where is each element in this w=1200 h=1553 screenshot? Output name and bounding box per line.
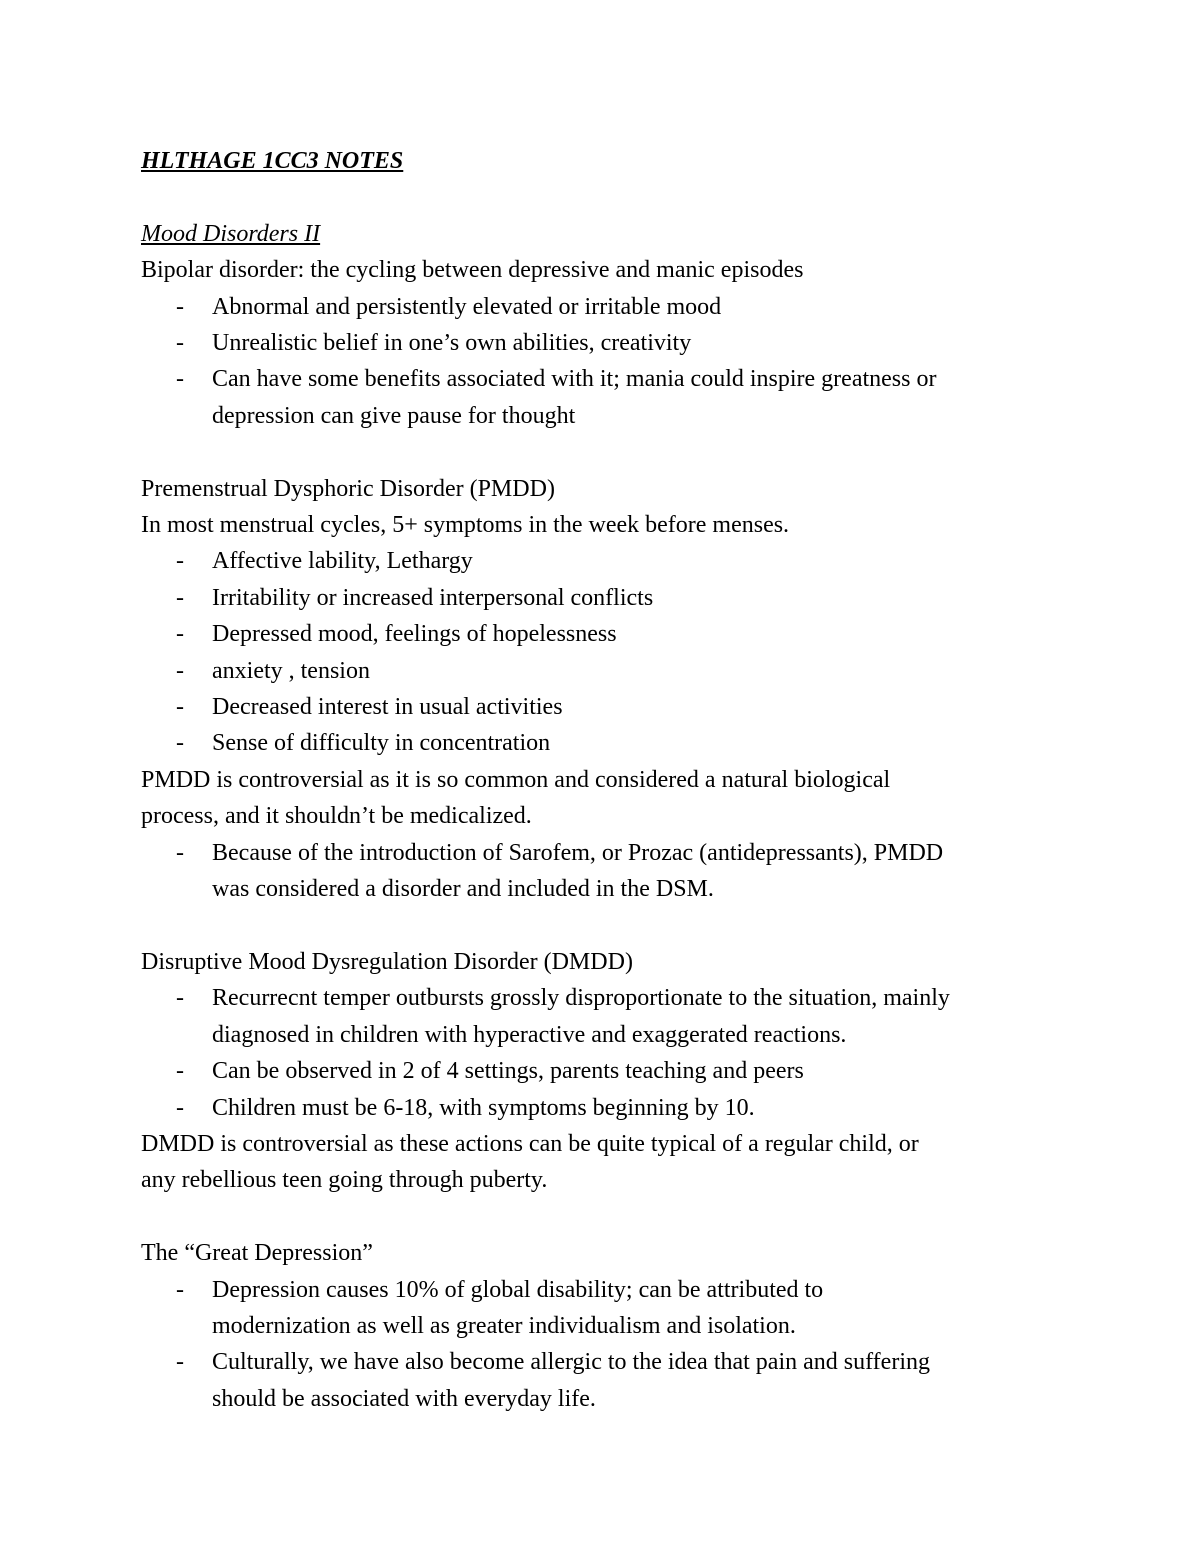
section-heading-pmdd: Premenstrual Dysphoric Disorder (PMDD)	[141, 475, 555, 502]
list-item-text: Depression causes 10% of global disability; can be attributed to	[212, 1276, 824, 1303]
list-item-text: Affective lability, Lethargy	[212, 548, 473, 575]
list-item	[141, 289, 1061, 325]
list-item	[141, 1272, 1061, 1308]
bullet-dash: -	[176, 1349, 184, 1376]
list-item	[141, 980, 1061, 1016]
list-item	[141, 580, 1061, 616]
paragraph-line: PMDD is controversial as it is so common and considered a natural biological	[141, 766, 891, 793]
list-item-continuation: was considered a disorder and included in the DSM.	[212, 876, 714, 903]
list-item	[141, 835, 1061, 871]
list-item	[141, 689, 1061, 725]
list-item-continuation: depression can give pause for thought	[212, 402, 576, 429]
spacer	[141, 434, 1061, 470]
section-heading-great-depression: The “Great Depression”	[141, 1240, 373, 1267]
spacer	[141, 908, 1061, 944]
bullet-dash: -	[176, 366, 184, 393]
list-item-text: Because of the introduction of Sarofem, or Prozac (antidepressants), PMDD	[212, 839, 944, 866]
list-item	[141, 543, 1061, 579]
spacer	[141, 1199, 1061, 1235]
list-item-text: Children must be 6-18, with symptoms beginning by 10.	[212, 1094, 755, 1121]
list-item	[141, 725, 1061, 761]
bullet-dash: -	[176, 548, 184, 575]
document-page	[141, 143, 1061, 1417]
list-item	[141, 325, 1061, 361]
bullet-dash: -	[176, 621, 184, 648]
section-heading-dmdd: Disruptive Mood Dysregulation Disorder (DMDD)	[141, 948, 633, 975]
list-item-text: Unrealistic belief in one’s own abilities, creativity	[212, 330, 692, 357]
list-item-text: Decreased interest in usual activities	[212, 694, 563, 721]
bullet-dash: -	[176, 694, 184, 721]
paragraph-line: any rebellious teen going through puberty.	[141, 1167, 548, 1194]
list-item-text: Can be observed in 2 of 4 settings, parents teaching and peers	[212, 1058, 804, 1085]
list-item-continuation: diagnosed in children with hyperactive and exaggerated reactions.	[212, 1021, 847, 1048]
paragraph-line: DMDD is controversial as these actions can be quite typical of a regular child, or	[141, 1130, 919, 1157]
list-item-text: Depressed mood, feelings of hopelessness	[212, 621, 617, 648]
bullet-dash: -	[176, 330, 184, 357]
section-intro: Bipolar disorder: the cycling between depressive and manic episodes	[141, 257, 804, 284]
list-item	[141, 616, 1061, 652]
bullet-dash: -	[176, 584, 184, 611]
list-item	[141, 1344, 1061, 1380]
list-item-continuation: should be associated with everyday life.	[212, 1385, 596, 1412]
bullet-dash: -	[176, 730, 184, 757]
bullet-dash: -	[176, 293, 184, 320]
spacer	[141, 179, 1061, 215]
bullet-dash: -	[176, 839, 184, 866]
bullet-dash: -	[176, 657, 184, 684]
list-item-text: Can have some benefits associated with it; mania could inspire greatness or	[212, 366, 937, 393]
list-item-continuation: modernization as well as greater individualism and isolation.	[212, 1312, 796, 1339]
list-item-text: Sense of difficulty in concentration	[212, 730, 551, 757]
section-intro: In most menstrual cycles, 5+ symptoms in the week before menses.	[141, 512, 790, 539]
list-item-text: Irritability or increased interpersonal conflicts	[212, 584, 654, 611]
bullet-dash: -	[176, 1058, 184, 1085]
bullet-dash: -	[176, 1276, 184, 1303]
document-title: HLTHAGE 1CC3 NOTES	[141, 148, 404, 174]
bullet-dash: -	[176, 985, 184, 1012]
section-heading-mood-disorders: Mood Disorders II	[141, 220, 321, 247]
list-item	[141, 653, 1061, 689]
list-item	[141, 361, 1061, 397]
list-item	[141, 1053, 1061, 1089]
bullet-dash: -	[176, 1094, 184, 1121]
list-item-text: Culturally, we have also become allergic to the idea that pain and suffering	[212, 1349, 930, 1376]
list-item-text: Abnormal and persistently elevated or irritable mood	[212, 293, 722, 320]
paragraph-line: process, and it shouldn’t be medicalized.	[141, 803, 532, 830]
list-item	[141, 1090, 1061, 1126]
list-item-text: Recurrecnt temper outbursts grossly disproportionate to the situation, mainly	[212, 985, 950, 1012]
list-item-text: anxiety , tension	[212, 657, 370, 684]
